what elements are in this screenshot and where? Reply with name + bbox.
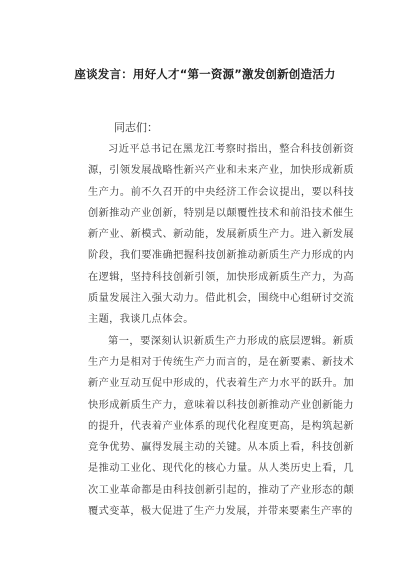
paragraph-2: 第一，要深刻认识新质生产力形成的底层逻辑。新质生产力是相对于传统生产力而言的，是在新要素、新技术新产业互动互促中形成的，代表着生产力水平的跃升。加快形成新质生产力，意味着以科技创新推动产业创新能力的提升，代表着产业体系的现代化程度更高，是构筑起新竞争优势、赢得发展主动的关键。从本质上看，科技创新是推动工业化、现代化的核心力量。从人类历史上看，几次工业革命都是由科技创新引起的，推动了产业形态的颠覆式变革，极大促进了生产力发展，并带来要素生产率的 bbox=[88, 335, 354, 518]
document-title: 座谈发言：用好人才“第一资源”激发创新创造活力 bbox=[74, 67, 336, 81]
salutation: 同志们： bbox=[114, 121, 158, 134]
paragraph-1: 习近平总书记在黑龙江考察时指出，整合科技创新资源，引领发展战略性新兴产业和未来产业，加快形成新质生产力。前不久召开的中央经济工作会议提出，要以科技创新推动产业创新，特别是以颠覆性技术和前沿技术催生新产业、新模式、新动能，发展新质生产力。进入新发展阶段，我们要准确把握科技创新推动新质生产力形成的内在逻辑，坚持科技创新引领，加快形成新质生产力，为高质量发展注入强大动力。借此机会，围绕中心组研讨交流主题，我谈几点体会。 bbox=[88, 144, 354, 326]
document-body bbox=[88, 118, 354, 522]
